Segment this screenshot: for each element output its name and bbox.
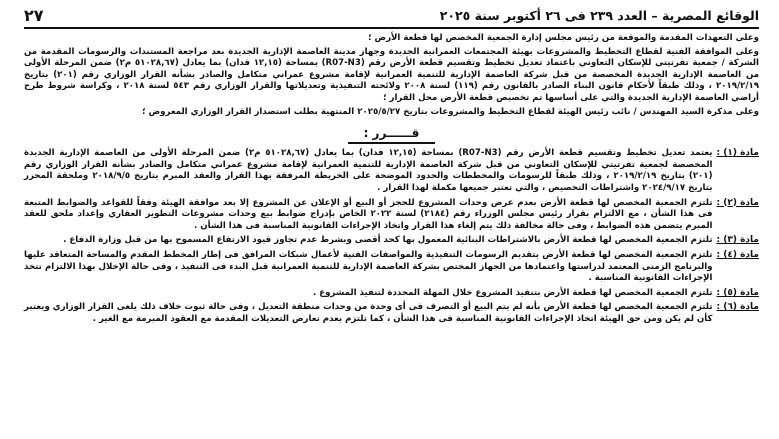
page-number: ٢٧: [24, 5, 44, 25]
article-text: تلتزم الجمعية المخصص لها قطعة الأرض بتقديم الرسومات التنفيذية والمواصفات الفنية لأعمال شبكات المرافق فى إطار المخطط المقدم والمساحة المتعاقد عليها والبرنامج الزمنى المعتمد لدراستها واعتمادها من الجهاز المختص بشركة العاصمة الإدارية للتنمية العمرانية قبل البدء فى التنفيذ ، وفى حالة الإخلال بهذا الالتزام تتخذ الإجراءات القانونية المناسبة .: [24, 249, 713, 284]
article-4: [24, 250, 759, 285]
article-label: مادة (٥) :: [716, 287, 759, 298]
decision-title-wrap: [24, 122, 759, 144]
article-label: مادة (٢) :: [716, 197, 759, 208]
preamble-paragraph: وعلى الموافقة الفنية لقطاع التخطيط والمشروعات بهيئة المجتمعات العمرانية الجديدة وجهاز مدينة العاصمة الإدارية الجديدة بعد مراجعة المستندات والرسومات المقدمة من الشركة / جمعية تفرتيتي للإسكان التعاوني باعتماد تعديل تخطيط وتقسيم قطعة الأرض رقم (R07-N3) بمساحة (١٢,١٥ فدان) بما يعادل (٥١٠٢٨,٦٧ م٢) ضمن المرحلة الأولى من العاصمة الإدارية الجديدة المخصصة من قبل شركة العاصمة الإدارية للتنمية العمرانية لإقامة مشروع عمراني متكامل والصادر بشأنه القرار الوزاري رقم (٢٠١) بتاريخ ٢٠١٩/٢/١٩ ، وذلك طبقاً لأحكام قانون البناء الصادر بالقانون رقم (١١٩) لسنة ٢٠٠٨ ولائحته التنفيذية وتعديلاتها والقرار الوزاري رقم ٥٤٣ لسنة ٢٠١٨ ، وكراسة شروط طرح أراضي العاصمة الإدارية الجديدة والتي على أساسها تم تخصيص قطعة الأرض محل القرار ؛: [24, 46, 760, 103]
article-text: يعتمد تعديل تخطيط وتقسيم قطعة الأرض رقم (R07-N3) بمساحة (١٢,١٥ فدان) بما يعادل (٥١٠٢٨,٦٧ م٢) ضمن المرحلة الأولى من العاصمة الإدارية الجديدة المخصصة لجمعية تفرتيتي للإسكان التعاوني من قبل شركة العاصمة الإدارية للتنمية العمرانية لإقامة مشروع عمراني متكامل والصادر بشأنه القرار الوزاري رقم (٢٠١) بتاريخ ٢٠١٩/٢/١٩ ، وذلك طبقاً للرسومات والمخططات والحدود الموضحة على الخريطة المرفقة بهذا القرار والعقد المبرم بتاريخ ٢٠١٨/٩/٥ وملحقة المحرر بتاريخ ٢٠٢٤/٩/١٧ واشتراطات التخصيص ، والتي تعتبر جميعها مكملة لهذا القرار .: [24, 148, 713, 193]
page-header: [24, 4, 759, 26]
article-text: تلتزم الجمعية المخصص لها قطعة الأرض بعدم عرض وحدات المشروع للحجز أو البيع أو الإعلان عن المشروع إلا بعد موافقة الهيئة وفقاً للقواعد والضوابط المتبعة فى هذا الشأن ، مع الالتزام بقرار رئيس مجلس الوزراء رقم (٢١٨٤) لسنة ٢٠٢٢ الخاص بإدراج ضوابط بيع وحدات مشروعات التطوير العقاري وإعداد ملحق للعقد المبرم يتضمن هذه الضوابط ، وفى حالة مخالفة ذلك يتم إلغاء هذا القرار واتخاذ الإجراءات القانونية المناسبة فى هذا الشأن .: [24, 197, 713, 231]
article-label: مادة (١) :: [716, 148, 759, 159]
header-divider: [24, 27, 759, 29]
article-1: [24, 148, 759, 194]
article-label: مادة (٣) :: [716, 235, 759, 246]
article-text: تلتزم الجمعية المخصص لها قطعة الأرض بتنفيذ المشروع خلال المهلة المحددة لتنفيذ المشروع .: [313, 287, 713, 298]
article-text: تلتزم الجمعية المخصص لها قطعة الأرض بالاشتراطات البنائية المعمول بها كحد أقصى وبشرط عدم تجاوز قيود الارتفاع المسموح بها من قبل وزارة الدفاع .: [63, 235, 713, 246]
article-6: [24, 302, 759, 325]
preamble-paragraph: وعلى مذكرة السيد المهندس / نائب رئيس الهيئة لقطاع التخطيط والمشروعات بتاريخ ٢٠٢٥/٥/٢٧ المنتهية بطلب استصدار القرار الوزاري المعروض ؛: [142, 106, 759, 117]
gazette-issue-title: الوقائع المصرية – العدد ٢٣٩ فى ٢٦ أكتوبر سنة ٢٠٢٥: [439, 7, 759, 23]
article-5: [24, 288, 759, 300]
article-label: مادة (٦) :: [716, 302, 759, 313]
article-text: تلتزم الجمعية المخصص لها قطعة الأرض بأنه لم يتم البيع أو التصرف فى أى وحدة من وحدات منطقة التعديل ، وفى حالة ثبوت خلاف ذلك يلغى القرار الوزاري ويعتبر كأن لم يكن ومن حق الهيئة اتخاذ الإجراءات القانونية المناسبة فى هذا الشأن ، كما تلتزم بعدم تعارض التعديلات المقدمة مع العقود المبرمة مع الغير .: [24, 302, 713, 324]
decision-title: قــــــرر :: [348, 126, 436, 144]
preamble-paragraph: وعلى التعهدات المقدمة والموقعة من رئيس مجلس إدارة الجمعية المخصص لها قطعة الأرض ؛: [368, 33, 759, 43]
article-label: مادة (٤) :: [716, 249, 759, 260]
article-2: [24, 198, 759, 233]
article-3: [24, 235, 759, 247]
